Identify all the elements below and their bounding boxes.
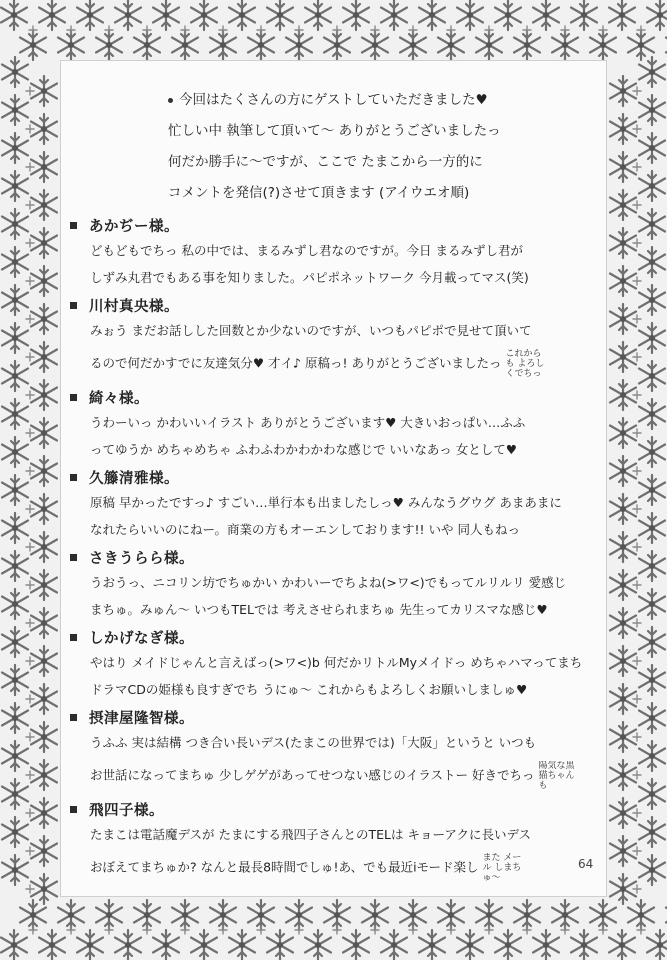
sparkle-icon	[67, 26, 75, 34]
guest-name: さきうらら様。	[89, 550, 194, 567]
snowflake-icon	[533, 0, 559, 30]
snowflake-icon	[381, 930, 407, 960]
snowflake-icon	[639, 513, 665, 543]
sparkle-icon	[599, 926, 607, 934]
square-bullet-icon	[70, 806, 77, 813]
sparkle-icon	[67, 926, 75, 934]
snowflake-icon	[2, 323, 28, 353]
snowflake-icon	[31, 836, 57, 866]
snowflake-icon	[31, 380, 57, 410]
snowflake-icon	[267, 930, 293, 960]
sparkle-icon	[26, 201, 34, 209]
square-bullet-icon	[70, 474, 77, 481]
snowflake-icon	[2, 779, 28, 809]
snowflake-icon	[31, 684, 57, 714]
snowflake-icon	[31, 152, 57, 182]
snowflake-icon	[639, 361, 665, 391]
sparkle-icon	[29, 926, 37, 934]
guest-name: 久籐清雅様。	[89, 470, 179, 487]
snowflake-icon	[1, 930, 27, 960]
snowflake-icon	[31, 760, 57, 790]
guest-entry	[78, 706, 598, 791]
snowflake-icon	[639, 171, 665, 201]
snowflake-icon	[610, 684, 636, 714]
snowflake-icon	[610, 760, 636, 790]
snowflake-icon	[31, 304, 57, 334]
sparkle-icon	[26, 581, 34, 589]
side-note: 陽気な黒猫ちゃんも	[538, 761, 575, 791]
sparkle-icon	[26, 505, 34, 513]
sparkle-icon	[26, 391, 34, 399]
square-bullet-icon	[70, 554, 77, 561]
sparkle-icon	[633, 201, 641, 209]
comment-line: 原稿 早かったですっ♪ すごい…単行本も出ましたしっ♥ みんなうグウグ あまあまに	[90, 495, 562, 510]
comment-line	[90, 761, 598, 791]
snowflake-icon	[31, 76, 57, 106]
snowflake-icon	[2, 361, 28, 391]
intro-line: 何だか勝手に〜ですが、ここで たまこから一方的に	[168, 154, 483, 170]
snowflake-icon	[610, 228, 636, 258]
sparkle-icon	[633, 353, 641, 361]
guest-name: 川村真央様。	[89, 298, 179, 315]
comment-text: おぼえてまちゅか? なんと最長8時間でしゅ!あ、でも最近iモード楽し	[90, 859, 479, 875]
snowflake-icon	[2, 285, 28, 315]
comment-line: しずみ丸君でもある事を知りました。パピポネットワーク 今月載ってマス(笑)	[90, 270, 529, 285]
sparkle-icon	[219, 926, 227, 934]
snowflake-icon	[2, 437, 28, 467]
snowflake-icon	[610, 836, 636, 866]
sparkle-icon	[561, 926, 569, 934]
snowflake-icon	[647, 0, 667, 30]
comment-line: うふふ 実は結構 つき合い長いデス(たまこの世界では)「大阪」というと いつも	[90, 735, 537, 750]
sparkle-icon	[633, 125, 641, 133]
sparkle-icon	[561, 26, 569, 34]
snowflake-icon	[31, 114, 57, 144]
sparkle-icon	[26, 239, 34, 247]
snowflake-icon	[115, 930, 141, 960]
snowflake-icon	[639, 475, 665, 505]
snowflake-icon	[639, 209, 665, 239]
snowflake-icon	[2, 855, 28, 885]
snowflake-icon	[639, 551, 665, 581]
sparkle-icon	[26, 315, 34, 323]
snowflake-icon	[115, 0, 141, 30]
snowflake-icon	[419, 0, 445, 30]
snowflake-icon	[610, 608, 636, 638]
sparkle-icon	[633, 429, 641, 437]
intro-text: 今回はたくさんの方にゲストしていただきました♥	[179, 92, 488, 108]
side-note: また メール しまちゅ〜	[482, 853, 522, 883]
snowflake-icon	[31, 798, 57, 828]
sparkle-icon	[295, 926, 303, 934]
snowflake-icon	[381, 0, 407, 30]
square-bullet-icon	[70, 394, 77, 401]
sparkle-icon	[637, 926, 645, 934]
sparkle-icon	[633, 771, 641, 779]
guest-entry	[78, 546, 598, 619]
snowflake-icon	[31, 532, 57, 562]
sparkle-icon	[181, 26, 189, 34]
sparkle-icon	[633, 391, 641, 399]
snowflake-icon	[229, 930, 255, 960]
sparkle-icon	[371, 26, 379, 34]
comment-line: ってゆうか めちゃめちゃ ふわふわかわかわな感じで いいなあっ 女として♥	[90, 442, 517, 457]
sparkle-icon	[409, 926, 417, 934]
sparkle-icon	[26, 125, 34, 133]
intro-line: 忙しい中 執筆して頂いて〜 ありがとうございましたっ	[168, 123, 501, 139]
comment-line: うわーいっ かわいいイラスト ありがとうございます♥ 大きいおっぱい…ふふ	[90, 415, 526, 430]
snowflake-icon	[153, 0, 179, 30]
snowflake-icon	[2, 171, 28, 201]
snowflake-icon	[639, 627, 665, 657]
snowflake-icon	[609, 930, 635, 960]
sparkle-icon	[26, 467, 34, 475]
comment-line: どもどもでちっ 私の中では、まるみずし君なのですが。今日 まるみずし君が	[90, 243, 523, 258]
sparkle-icon	[295, 26, 303, 34]
sparkle-icon	[143, 26, 151, 34]
sparkle-icon	[633, 733, 641, 741]
sparkle-icon	[447, 26, 455, 34]
snowflake-icon	[610, 494, 636, 524]
snowflake-icon	[31, 646, 57, 676]
sparkle-icon	[105, 926, 113, 934]
sparkle-icon	[523, 926, 531, 934]
sparkle-icon	[447, 926, 455, 934]
snowflake-icon	[305, 930, 331, 960]
sparkle-icon	[219, 26, 227, 34]
page-number: 64	[578, 857, 594, 871]
snowflake-icon	[495, 0, 521, 30]
sparkle-icon	[637, 26, 645, 34]
sparkle-icon	[633, 695, 641, 703]
sparkle-icon	[633, 581, 641, 589]
snowflake-icon	[2, 817, 28, 847]
snowflake-icon	[31, 228, 57, 258]
sparkle-icon	[333, 926, 341, 934]
snowflake-icon	[191, 0, 217, 30]
guest-name: 摂津屋隆智様。	[89, 710, 194, 727]
guest-entry	[78, 386, 598, 459]
sparkle-icon	[26, 695, 34, 703]
comment-line: うおうっ、ニコリン坊でちゅかい かわいーでちよね(>ワ<)でもってルリルリ 愛感じ	[90, 575, 567, 590]
sparkle-icon	[26, 733, 34, 741]
sparkle-icon	[29, 26, 37, 34]
snowflake-icon	[267, 0, 293, 30]
snowflake-icon	[191, 930, 217, 960]
snowflake-icon	[639, 437, 665, 467]
snowflake-icon	[2, 209, 28, 239]
intro-block	[168, 90, 598, 203]
sparkle-icon	[26, 657, 34, 665]
snowflake-icon	[31, 570, 57, 600]
snowflake-icon	[610, 190, 636, 220]
snowflake-icon	[2, 703, 28, 733]
snowflake-icon	[610, 532, 636, 562]
bullet-dot-icon	[168, 98, 173, 103]
comment-text: るので何だかすでに友達気分♥ 才イ♪ 原稿っ! ありがとうございましたっ	[90, 355, 502, 371]
sparkle-icon	[26, 87, 34, 95]
snowflake-icon	[610, 342, 636, 372]
snowflake-icon	[77, 930, 103, 960]
snowflake-icon	[31, 608, 57, 638]
square-bullet-icon	[70, 634, 77, 641]
guest-name: 綺々様。	[89, 390, 149, 407]
comment-line: たまこは電話魔デスが たまにする飛四子さんとのTELは キョーアクに長いデス	[90, 827, 531, 842]
sparkle-icon	[633, 239, 641, 247]
sparkle-icon	[633, 809, 641, 817]
snowflake-icon	[2, 133, 28, 163]
sparkle-icon	[371, 926, 379, 934]
snowflake-icon	[639, 855, 665, 885]
snowflake-icon	[610, 380, 636, 410]
square-bullet-icon	[70, 302, 77, 309]
sparkle-icon	[333, 26, 341, 34]
snowflake-icon	[2, 665, 28, 695]
snowflake-icon	[639, 817, 665, 847]
guest-entry	[78, 466, 598, 539]
snowflake-icon	[610, 456, 636, 486]
snowflake-icon	[305, 0, 331, 30]
snowflake-icon	[457, 930, 483, 960]
snowflake-icon	[2, 399, 28, 429]
snowflake-icon	[647, 930, 667, 960]
sparkle-icon	[26, 429, 34, 437]
comment-text: お世話になってまちゅ 少しゲゲがあってせつない感じのイラストー 好きでちっ	[90, 767, 535, 783]
snowflake-icon	[2, 247, 28, 277]
guest-entry	[78, 626, 598, 699]
sparkle-icon	[26, 277, 34, 285]
sparkle-icon	[485, 26, 493, 34]
sparkle-icon	[633, 657, 641, 665]
sparkle-icon	[26, 771, 34, 779]
snowflake-icon	[610, 114, 636, 144]
comment-line: やはり メイドじゃんと言えばっ(>ワ<)b 何だかリトルMyメイドっ めちゃハマってまち	[90, 655, 583, 670]
snowflake-icon	[2, 551, 28, 581]
sparkle-icon	[485, 926, 493, 934]
snowflake-icon	[77, 0, 103, 30]
snowflake-icon	[2, 57, 28, 87]
snowflake-icon	[31, 418, 57, 448]
snowflake-icon	[639, 247, 665, 277]
sparkle-icon	[143, 926, 151, 934]
comment-line: みぉう まだお話しした回数とか少ないのですが、いつもパピポで見せて頂いて	[90, 323, 532, 338]
comment-line: なれたらいいのにねー。商業の方もオーエンしております!! いや 同人もねっ	[90, 522, 520, 537]
sparkle-icon	[633, 277, 641, 285]
snowflake-icon	[639, 703, 665, 733]
comment-line	[90, 853, 598, 883]
snowflake-icon	[495, 930, 521, 960]
snowflake-icon	[610, 798, 636, 828]
square-bullet-icon	[70, 714, 77, 721]
snowflake-icon	[610, 570, 636, 600]
comment-line: ドラマCDの姫様も良すぎでち うにゅ〜 これからもよろしくお願いしましゅ♥	[90, 682, 528, 697]
snowflake-icon	[639, 741, 665, 771]
snowflake-icon	[229, 0, 255, 30]
sparkle-icon	[523, 26, 531, 34]
guest-entry	[78, 214, 598, 287]
snowflake-icon	[2, 589, 28, 619]
guest-name: 飛四子様。	[89, 802, 164, 819]
intro-line: コメントを発信(?)させて頂きます (アイウエオ順)	[168, 185, 470, 201]
side-note: これからも よろしくでちっ	[505, 349, 545, 379]
sparkle-icon	[105, 26, 113, 34]
snowflake-icon	[31, 190, 57, 220]
snowflake-icon	[2, 627, 28, 657]
sparkle-icon	[26, 543, 34, 551]
snowflake-icon	[639, 285, 665, 315]
snowflake-icon	[2, 475, 28, 505]
sparkle-icon	[633, 467, 641, 475]
snowflake-icon	[2, 513, 28, 543]
sparkle-icon	[257, 926, 265, 934]
sparkle-icon	[633, 885, 641, 893]
comment-line	[90, 349, 598, 379]
sparkle-icon	[26, 847, 34, 855]
intro-line	[168, 90, 598, 110]
snowflake-icon	[610, 418, 636, 448]
snowflake-icon	[610, 646, 636, 676]
sparkle-icon	[633, 505, 641, 513]
square-bullet-icon	[70, 222, 77, 229]
snowflake-icon	[610, 266, 636, 296]
guest-name: あかぢー様。	[89, 218, 179, 235]
snowflake-icon	[31, 494, 57, 524]
sparkle-icon	[633, 619, 641, 627]
sparkle-icon	[633, 543, 641, 551]
guest-name: しかげなぎ様。	[89, 630, 194, 647]
snowflake-icon	[533, 930, 559, 960]
sparkle-icon	[26, 809, 34, 817]
sparkle-icon	[181, 926, 189, 934]
snowflake-icon	[31, 342, 57, 372]
sparkle-icon	[633, 87, 641, 95]
snowflake-icon	[610, 722, 636, 752]
sparkle-icon	[633, 847, 641, 855]
snowflake-icon	[610, 874, 636, 904]
snowflake-icon	[610, 76, 636, 106]
sparkle-icon	[409, 26, 417, 34]
snowflake-icon	[639, 399, 665, 429]
snowflake-icon	[2, 95, 28, 125]
snowflake-icon	[639, 95, 665, 125]
guest-comment-list	[78, 214, 598, 883]
sparkle-icon	[26, 619, 34, 627]
guest-entry	[78, 294, 598, 379]
guest-entry	[78, 798, 598, 883]
sparkle-icon	[26, 353, 34, 361]
sparkle-icon	[633, 315, 641, 323]
snowflake-icon	[639, 779, 665, 809]
snowflake-icon	[153, 930, 179, 960]
snowflake-icon	[31, 874, 57, 904]
snowflake-icon	[639, 589, 665, 619]
snowflake-icon	[639, 57, 665, 87]
snowflake-icon	[343, 0, 369, 30]
sparkle-icon	[26, 163, 34, 171]
snowflake-icon	[419, 930, 445, 960]
snowflake-icon	[2, 741, 28, 771]
sparkle-icon	[257, 26, 265, 34]
snowflake-icon	[610, 304, 636, 334]
snowflake-icon	[31, 456, 57, 486]
snowflake-icon	[609, 0, 635, 30]
snowflake-icon	[1, 0, 27, 30]
comment-line: まちゅ。みゅん〜 いつもTELでは 考えさせられまちゅ 先生ってカリスマな感じ♥	[90, 602, 548, 617]
sparkle-icon	[599, 26, 607, 34]
snowflake-icon	[639, 133, 665, 163]
content-area	[78, 78, 598, 883]
snowflake-icon	[343, 930, 369, 960]
snowflake-icon	[39, 930, 65, 960]
snowflake-icon	[571, 0, 597, 30]
snowflake-icon	[31, 722, 57, 752]
sparkle-icon	[26, 885, 34, 893]
snowflake-icon	[610, 152, 636, 182]
snowflake-icon	[571, 930, 597, 960]
snowflake-icon	[31, 266, 57, 296]
snowflake-icon	[457, 0, 483, 30]
snowflake-icon	[39, 0, 65, 30]
snowflake-icon	[639, 665, 665, 695]
sparkle-icon	[633, 163, 641, 171]
snowflake-icon	[639, 323, 665, 353]
